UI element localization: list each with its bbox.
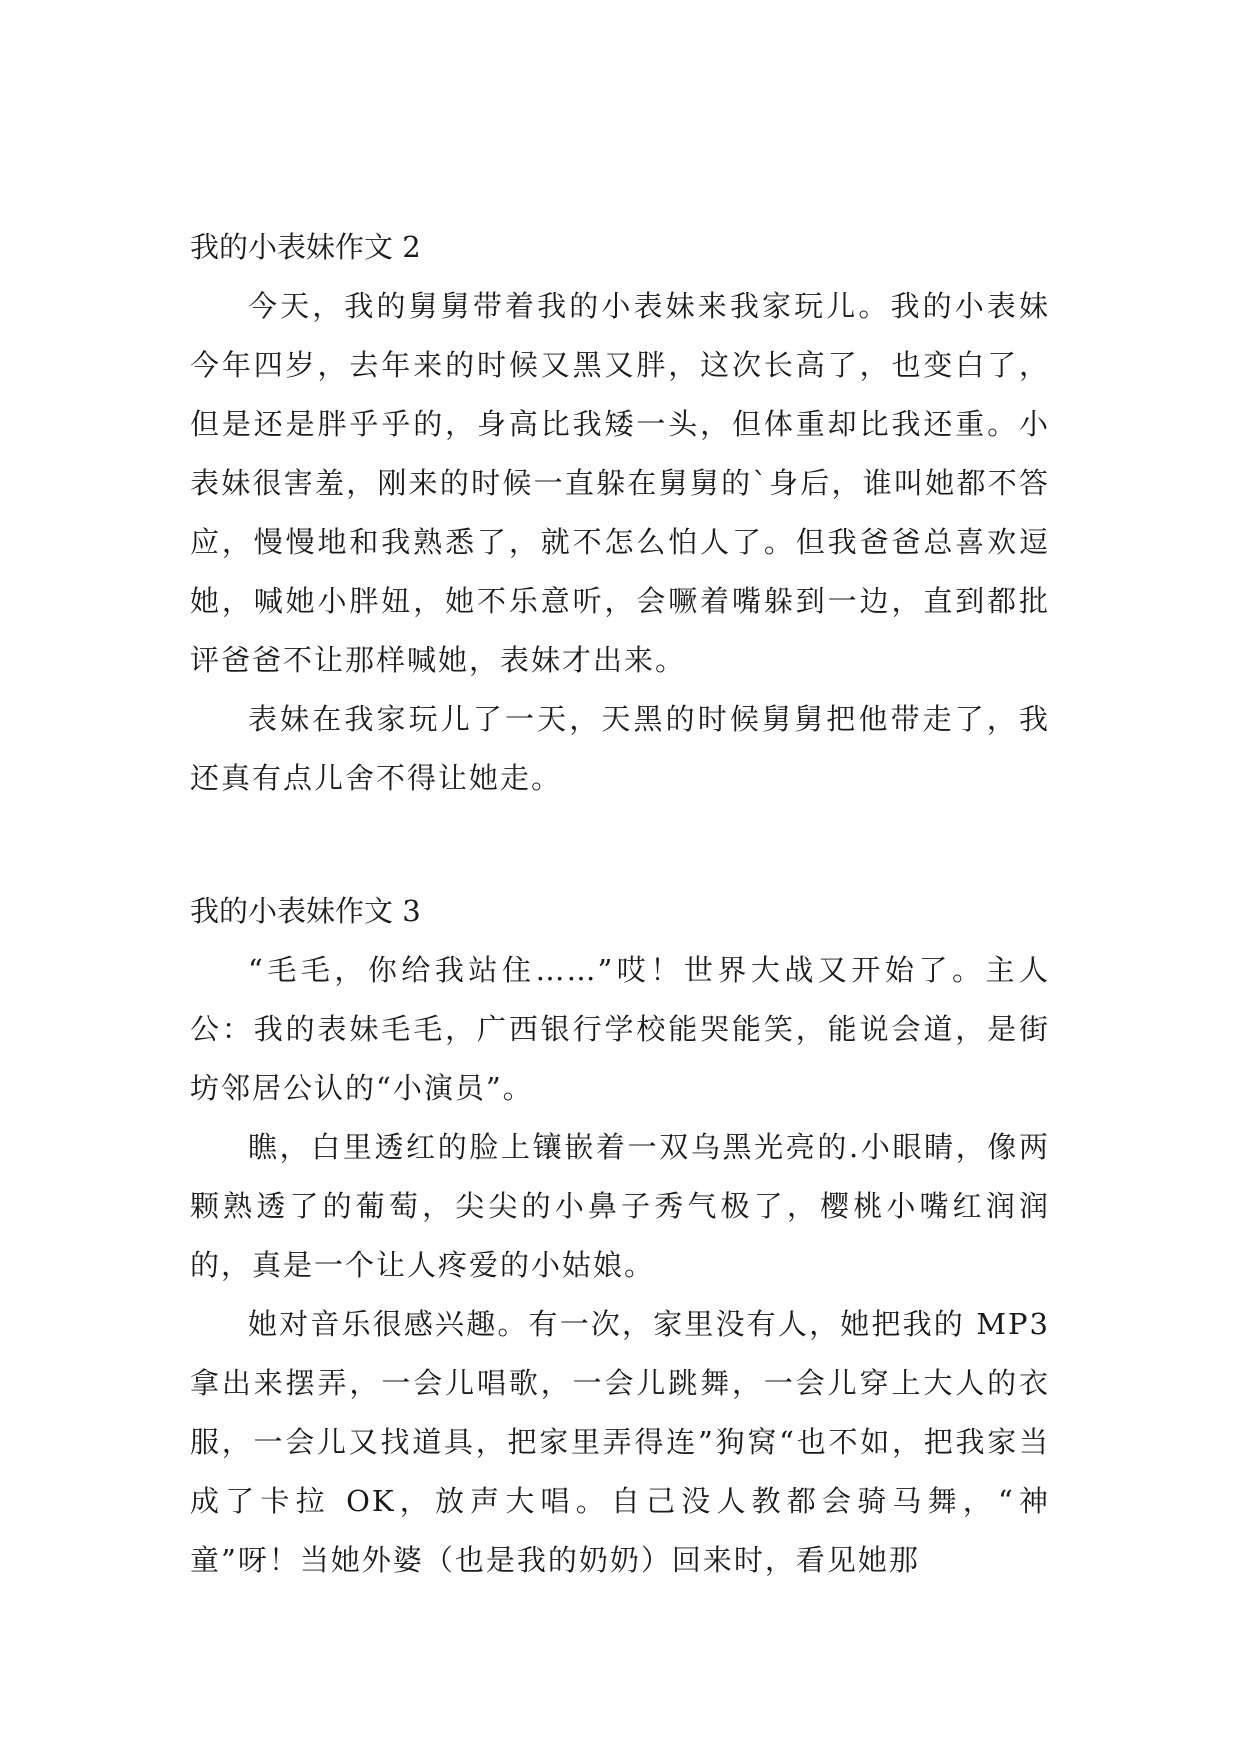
paragraph: 表妹在我家玩儿了一天，天黑的时候舅舅把他带走了，我还真有点儿舍不得让她走。 <box>190 702 1050 795</box>
paragraph: 瞧，白里透红的脸上镶嵌着一双乌黑光亮的.小眼睛，像两颗熟透了的葡萄，尖尖的小鼻子秀气极了，樱桃小嘴红润润的，真是一个让人疼爱的小姑娘。 <box>190 1130 1050 1282</box>
section-spacer <box>190 808 1050 882</box>
essay-section <box>190 218 1050 808</box>
paragraph: 她对音乐很感兴趣。有一次，家里没有人，她把我的 MP3 拿出来摆弄，一会儿唱歌，一会儿跳舞，一会儿穿上大人的衣服，一会儿又找道具，把家里弄得连”狗窝“也不如，把我家当成了卡拉 OK，放声大唱。自己没人教都会骑马舞，“神童”呀！当她外婆（也是我的奶奶）回来时，看见她那 <box>190 1307 1050 1577</box>
paragraph: “毛毛，你给我站住……”哎！世界大战又开始了。主人公：我的表妹毛毛，广西银行学校能哭能笑，能说会道，是街坊邻居公认的“小演员”。 <box>190 953 1050 1105</box>
document-body <box>190 218 1050 1590</box>
essay-section <box>190 882 1050 1590</box>
section-title: 我的小表妹作文 3 <box>190 894 421 928</box>
paragraph: 今天，我的舅舅带着我的小表妹来我家玩儿。我的小表妹今年四岁，去年来的时候又黑又胖，这次长高了，也变白了，但是还是胖乎乎的，身高比我矮一头，但体重却比我还重。小表妹很害羞，刚来的时候一直躲在舅舅的`身后，谁叫她都不答应，慢慢地和我熟悉了，就不怎么怕人了。但我爸爸总喜欢逗她，喊她小胖妞，她不乐意听，会噘着嘴躲到一边，直到都批评爸爸不让那样喊她，表妹才出来。 <box>190 289 1050 677</box>
section-title: 我的小表妹作文 2 <box>190 230 421 264</box>
